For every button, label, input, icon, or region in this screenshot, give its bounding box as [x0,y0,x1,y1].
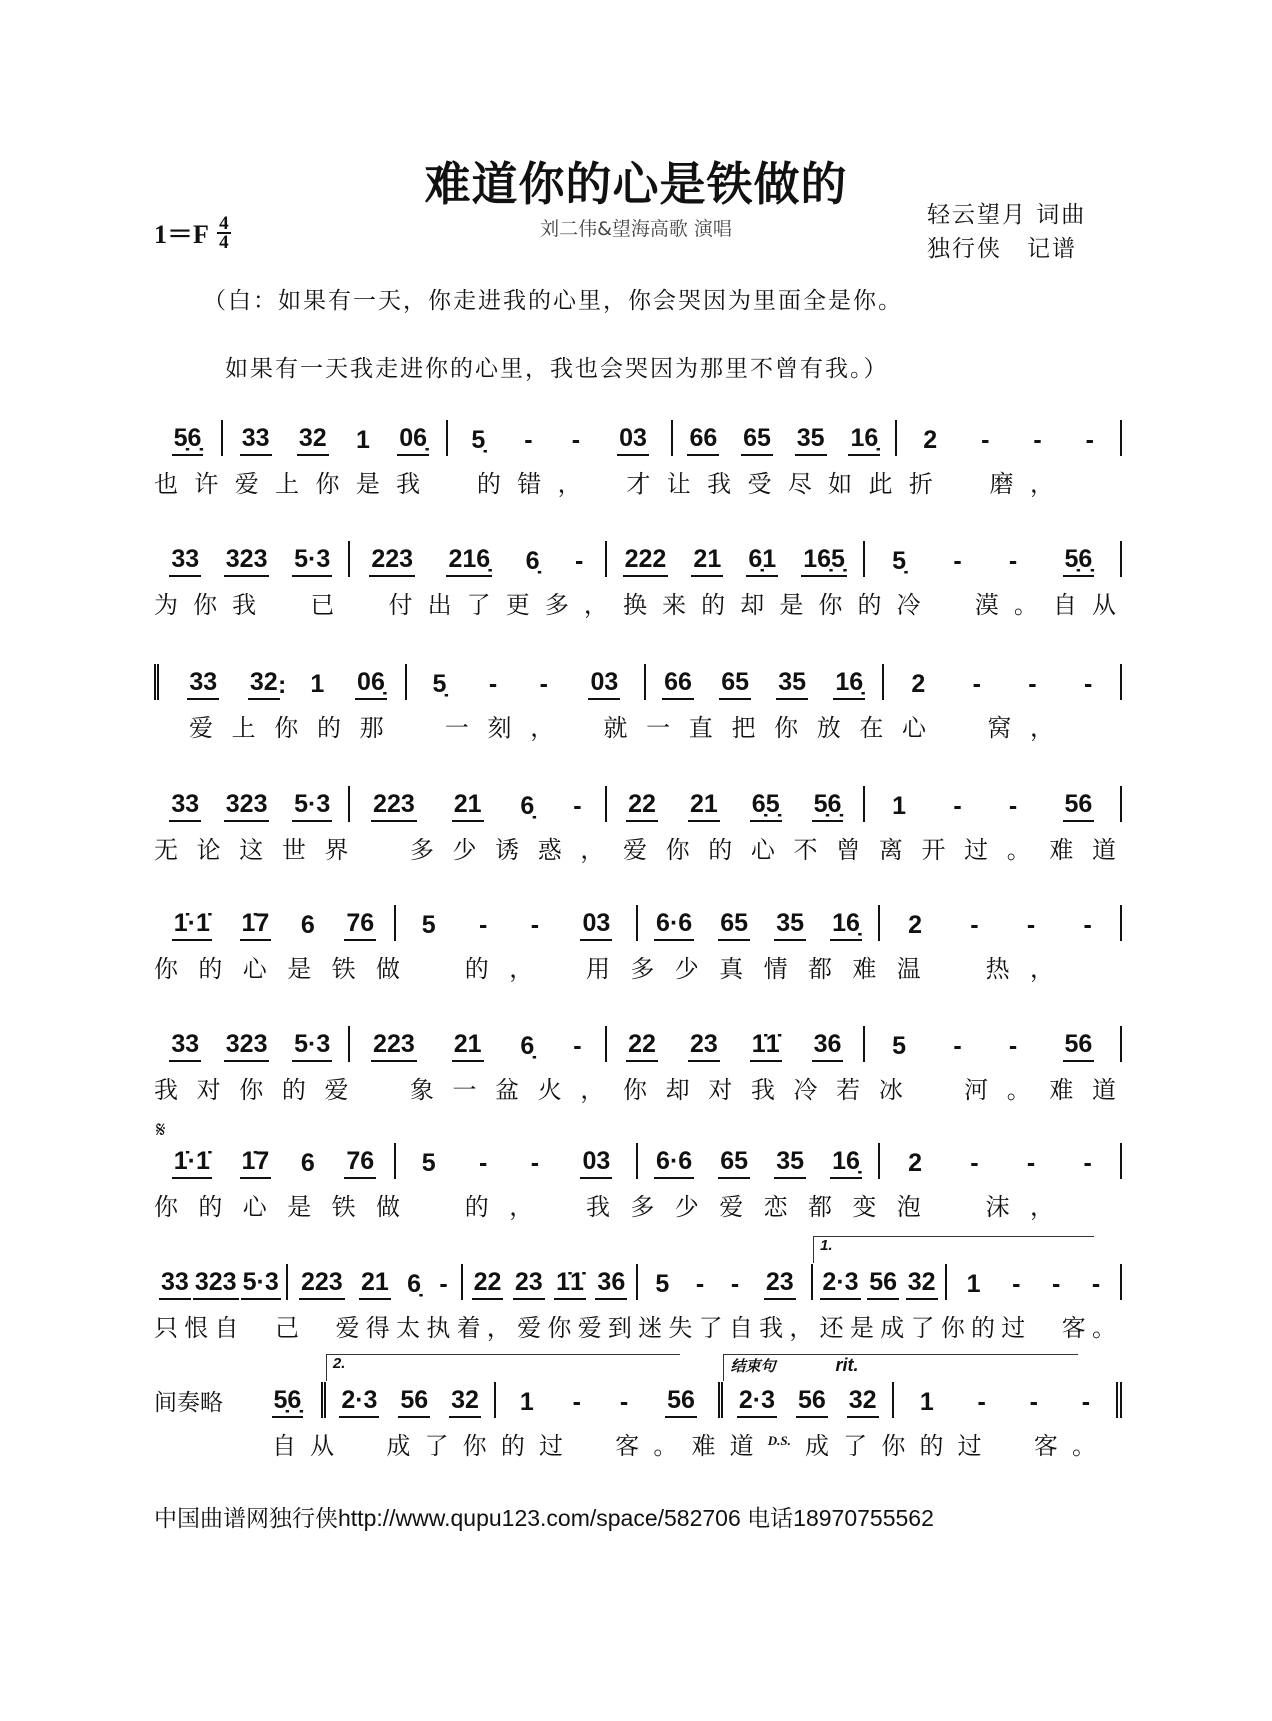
measure [496,1382,723,1418]
performers: 刘二伟&望海高歌 演唱 [540,218,732,240]
note-beat: 21 [359,1269,391,1300]
note-beat: - [479,1149,488,1177]
measure [350,786,607,822]
note-beat: 21 [688,791,720,822]
note-beat: 1̇7 [240,910,272,941]
note-beat: 2 [908,911,923,939]
note-beat: 6 [300,911,315,939]
note-beat: 323 [224,1031,270,1062]
note-beat: - [530,1149,540,1177]
note-beat: 1̇·1̇ [172,910,212,941]
note-beat: - [972,670,981,698]
score-system [154,1355,1122,1461]
note-beat: 5 [421,911,436,939]
notes-row [154,905,1122,941]
note-beat: - [1033,426,1042,454]
note-beat: - [1008,792,1018,820]
note-beat: - [953,1032,962,1060]
note-beat: 03 [580,1148,612,1179]
note-beat: 21 [452,791,484,822]
note-beat: 35 [776,669,808,700]
note-beat: 1̇1̇ [554,1269,586,1300]
note-beat: 5̣ [432,670,447,698]
note-beat: 32 [297,425,329,456]
note-beat: 32 [248,669,280,700]
note-beat: 16̣ [833,669,865,700]
measure [448,420,673,456]
note-beat: 22 [626,1031,658,1062]
measure [288,1264,463,1300]
note-beat: 5 [655,1270,670,1298]
note-beat: 5̣6̣ [812,791,844,822]
note-beat: 1 [356,426,370,454]
time-bottom: 4 [219,231,229,253]
lyrics-line: 只恨自 己 爱得太执着，爱你爱到迷失了自我，还是成了你的过 客。 [154,1314,1116,1342]
note-beat: 1̇·1̇ [172,1148,212,1179]
lyrics-part: 成了你的过 客。 [790,1432,1097,1460]
measure [894,1382,1122,1418]
measure [947,1264,1122,1300]
note-beat: 216̣ [446,546,492,577]
note-beat: 1 [919,1388,934,1416]
note-beat: 323 [193,1269,239,1300]
measure [607,1026,864,1062]
note-beat: 2·3 [737,1387,777,1418]
note-beat: 1̇7 [240,1148,272,1179]
lyrics-part: 自从 成了你的过 客。难道 [272,1432,768,1460]
note-beat: 33 [169,546,201,577]
measure [723,1355,894,1418]
note-beat: 6 [300,1149,315,1177]
note-beat: 2·3 [339,1387,379,1418]
measure [254,1382,326,1418]
note-beat: 65 [718,1148,750,1179]
lyrics-line: 爱上你的那 一刻， 就一直把你放在心 窝， [189,714,1054,742]
note-beat: 6·6 [654,1148,694,1179]
note-beat: 6̣ [520,1032,535,1060]
note-beat: - [619,1388,629,1416]
note-beat: 56 [867,1269,899,1300]
note-beat: 76 [344,1148,376,1179]
measure [865,541,1122,577]
measure [326,1355,497,1418]
note-beat: 06̣ [355,669,387,700]
measure [154,1143,396,1179]
measure [638,1143,880,1179]
note-beat: - [1083,670,1093,698]
measure [154,420,223,456]
dal-segno-mark: D.S. [767,1433,791,1448]
score-system [154,905,1122,984]
note-beat: 33 [169,791,201,822]
measure [813,1237,947,1300]
note-beat: - [970,911,979,939]
note-beat: 223 [299,1269,345,1300]
note-beat: 2 [908,1149,923,1177]
note-beat: 6̣1 [746,546,778,577]
score-system [154,786,1122,865]
note-beat: 5·3 [292,546,332,577]
note-beat: 2 [911,670,926,698]
note-beat: 33 [169,1031,201,1062]
note-beat: 65 [718,910,750,941]
dialog-line-2: 如果有一天我走进你的心里，我也会哭因为那里不曾有我。） [225,356,889,382]
note-beat: - [977,1388,986,1416]
note-beat: - [1052,1270,1061,1298]
measure [638,905,880,941]
measure [646,664,884,700]
note-beat: 223 [371,1031,417,1062]
measure [607,786,864,822]
note-beat: - [970,1149,979,1177]
measure [673,420,898,456]
measure [154,664,407,700]
measure [396,905,638,941]
note-beat: - [1008,1032,1018,1060]
note-beat: - [1026,911,1036,939]
note-beat: - [1083,911,1092,939]
note-beat: 5̣6̣ [272,1387,304,1418]
note-beat: - [479,911,488,939]
note-beat: - [524,426,533,454]
note-beat: 6̣ [520,792,535,820]
note-beat: : 33 [187,669,219,700]
song-title: 难道你的心是铁做的 [424,157,848,211]
lyrics-line: 你的心是铁做 的， 我多少爱恋都变泡 沫， [154,1193,1054,1221]
ending-label: 结束句 [730,1358,776,1375]
measure [407,664,645,700]
note-beat: 23 [513,1269,545,1300]
lyrics-line: 你的心是铁做 的， 用多少真情都难温 热， [154,955,1054,983]
note-beat: 21 [452,1031,484,1062]
note-beat: 1 [310,670,325,698]
note-beat: 65 [741,425,773,456]
composer-credit: 轻云望月 词曲 [927,202,1087,228]
note-beat: 21 [691,546,723,577]
note-beat: 22 [626,791,658,822]
notes-row [154,1026,1122,1062]
note-beat: 6·6 [654,910,694,941]
note-beat: 03 [588,669,620,700]
note-beat: - [574,547,584,575]
note-beat: - [695,1270,705,1298]
lyrics-line: 为你我 已 付出了更多，换来的却是你的冷 漠。自从 [154,591,1116,619]
note-beat: 5̣ [471,426,486,454]
note-beat: - [953,792,962,820]
notes-row [154,541,1122,577]
note-beat: 66 [662,669,694,700]
note-beat: 35 [774,910,806,941]
note-beat: 6̣5̣ [750,791,782,822]
note-beat: 5̣6̣ [172,425,204,456]
credits [927,198,1086,266]
note-beat: 56 [1063,1031,1095,1062]
notes-row [154,1237,1122,1300]
note-beat: 66 [687,425,719,456]
measure [154,541,350,577]
note-beat: - [730,1270,740,1298]
note-beat: - [1029,1388,1038,1416]
note-beat: 5 [892,1032,907,1060]
notes-row [154,786,1122,822]
measure [638,1264,813,1300]
note-beat: 32 [847,1387,879,1418]
note-beat: 5̣ [892,547,907,575]
measure [607,541,864,577]
lyrics-line [272,1426,1096,1461]
measure [350,541,607,577]
note-beat: 1 [966,1270,981,1298]
note-beat: - [1081,1388,1091,1416]
note-beat: 223 [369,546,415,577]
note-beat: 56 [796,1387,828,1418]
measure [350,1026,607,1062]
segno-sign: 𝄋 [156,1118,166,1143]
note-beat: 56 [1063,791,1095,822]
note-beat: 5 [421,1149,436,1177]
lyrics-line: 我对你的爱 象一盆火，你却对我冷若冰 河。难道 [154,1076,1116,1104]
ritardando-mark: rit. [835,1355,859,1375]
note-beat: - [571,426,581,454]
note-beat: 1̇1̇ [750,1031,782,1062]
note-beat: 33 [240,425,272,456]
note-beat: 323 [224,546,270,577]
measure [865,1026,1122,1062]
key-label: 1＝F [154,220,209,249]
note-beat: 36 [812,1031,844,1062]
note-beat: - [1008,547,1018,575]
score-system [154,420,1122,499]
note-beat: - [1012,1270,1021,1298]
score-system [154,664,1122,743]
note-beat: 16̣ [848,425,880,456]
note-beat: 56 [398,1387,430,1418]
note-beat: - [1026,1149,1036,1177]
note-beat: 22 [472,1269,504,1300]
measure [154,1264,288,1300]
score-system [154,541,1122,620]
note-beat: 5·3 [241,1269,281,1300]
note-beat: 65 [719,669,751,700]
note-beat: 2·3 [820,1269,860,1300]
note-beat: 6̣ [525,547,540,575]
interlude-label: 间奏略 [154,1389,223,1416]
score-system [154,1143,1122,1222]
volta-bracket: 2. [326,1354,680,1381]
note-beat: 23 [764,1269,796,1300]
note-beat: - [953,547,962,575]
measure [396,1143,638,1179]
lyrics-line: 无论这世界 多少诱惑，爱你的心不曾离开过。难道 [154,836,1116,864]
note-beat: 2 [923,426,938,454]
note-beat: 76 [344,910,376,941]
note-beat: 06̣ [397,425,429,456]
footer-source: 中国曲谱网独行侠http://www.qupu123.com/space/582706 电话18970755562 [154,1505,934,1531]
note-beat: 323 [224,791,270,822]
note-beat: 35 [795,425,827,456]
note-beat: 1 [519,1388,534,1416]
note-beat: 33 [159,1269,191,1300]
measure [154,1026,350,1062]
measure [463,1264,638,1300]
note-beat: - [539,670,548,698]
measure [897,420,1122,456]
note-beat: 16̣5̣ [801,546,847,577]
notes-row [154,1143,1122,1179]
note-beat: - [573,1032,582,1060]
note-beat: 56 [665,1387,697,1418]
note-beat: - [1083,1149,1092,1177]
measure [865,786,1122,822]
note-beat: - [439,1270,448,1298]
notes-row [154,420,1122,456]
lyrics-line: 也许爱上你是我 的错， 才让我受尽如此折 磨， [154,470,1054,498]
note-beat: 1 [892,792,907,820]
note-beat: - [572,1388,581,1416]
note-beat: 03 [617,425,649,456]
note-beat: 223 [371,791,417,822]
note-beat: 6̣ [407,1270,422,1298]
note-beat: - [530,911,540,939]
score-system [154,1026,1122,1105]
note-beat: 32 [449,1387,481,1418]
note-beat: 35 [774,1148,806,1179]
measure [880,905,1122,941]
note-beat: - [1091,1270,1101,1298]
measure [880,1143,1122,1179]
volta-bracket: 1. [813,1236,1094,1263]
notes-row [154,664,1122,700]
note-beat: 23 [688,1031,720,1062]
note-beat: 5·3 [292,791,332,822]
measure [154,786,350,822]
dialog-line-1: （白：如果有一天，你走进我的心里，你会哭因为里面全是你。 [203,288,903,314]
note-beat: - [488,670,498,698]
note-beat: 32 [906,1269,938,1300]
time-top: 4 [219,212,229,234]
note-beat: 03 [580,910,612,941]
measure [223,420,448,456]
note-beat: - [1085,426,1094,454]
note-beat: 222 [623,546,669,577]
score-system [154,1237,1122,1343]
transcriber-credit: 独行侠 记谱 [927,236,1077,262]
note-beat: - [1028,670,1037,698]
note-beat: 5·3 [292,1031,332,1062]
ending-bracket [723,1354,1077,1381]
notes-row [154,1355,1122,1418]
note-beat: 5̣6̣ [1063,546,1095,577]
note-beat: - [981,426,990,454]
note-beat: 16̣ [830,910,862,941]
note-beat: 36 [595,1269,627,1300]
measure [884,664,1122,700]
note-beat: - [573,792,582,820]
measure [154,905,396,941]
note-beat: 16̣ [830,1148,862,1179]
